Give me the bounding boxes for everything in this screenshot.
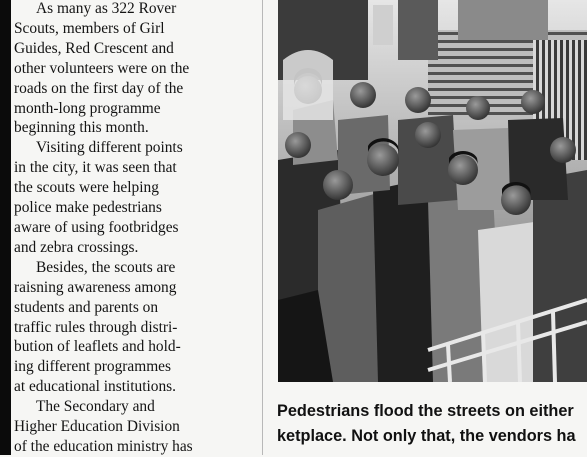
- article-paragraph: [14, 397, 242, 457]
- text-line: month-long programme: [14, 99, 161, 117]
- article-column: [14, 0, 242, 457]
- text-line: The Secondary and: [36, 398, 155, 416]
- caption-line: ketplace. Not only that, the vendors ha: [277, 427, 576, 445]
- article-paragraph: [14, 138, 242, 257]
- text-line: Guides, Red Crescent and: [14, 39, 174, 57]
- text-line: traffic rules through distri-: [14, 318, 178, 336]
- text-line: at educational institutions.: [14, 378, 176, 396]
- article-paragraph: [14, 258, 242, 397]
- text-line: Visiting different points: [36, 139, 183, 157]
- crowd-photo: [278, 0, 587, 382]
- text-line: As many as 322 Rover: [36, 0, 177, 17]
- text-line: students and parents on: [14, 298, 159, 316]
- crowd-photo-graphic: [278, 0, 587, 382]
- text-line: beginning this month.: [14, 119, 149, 137]
- text-line: roads on the first day of the: [14, 79, 184, 97]
- text-line: the scouts were helping: [14, 179, 159, 197]
- text-line: police make pedestrians: [14, 199, 162, 217]
- article-paragraph: [14, 0, 242, 138]
- text-line: Higher Education Division: [14, 418, 180, 436]
- text-line: Besides, the scouts are: [36, 258, 176, 276]
- column-divider: [262, 0, 263, 455]
- text-line: raisning awareness among: [14, 278, 177, 296]
- page-edge-bar: [0, 0, 11, 455]
- text-line: Scouts, members of Girl: [14, 19, 165, 37]
- text-line: ing different programmes: [14, 358, 171, 376]
- text-line: bution of leaflets and hold-: [14, 338, 181, 356]
- text-line: in the city, it was seen that: [14, 159, 177, 177]
- text-line: aware of using footbridges: [14, 218, 179, 236]
- text-line: and zebra crossings.: [14, 238, 139, 256]
- photo-caption: [277, 399, 587, 449]
- caption-line: Pedestrians flood the streets on either: [277, 402, 574, 420]
- text-line: of the education ministry has: [14, 437, 193, 455]
- text-line: other volunteers were on the: [14, 59, 190, 77]
